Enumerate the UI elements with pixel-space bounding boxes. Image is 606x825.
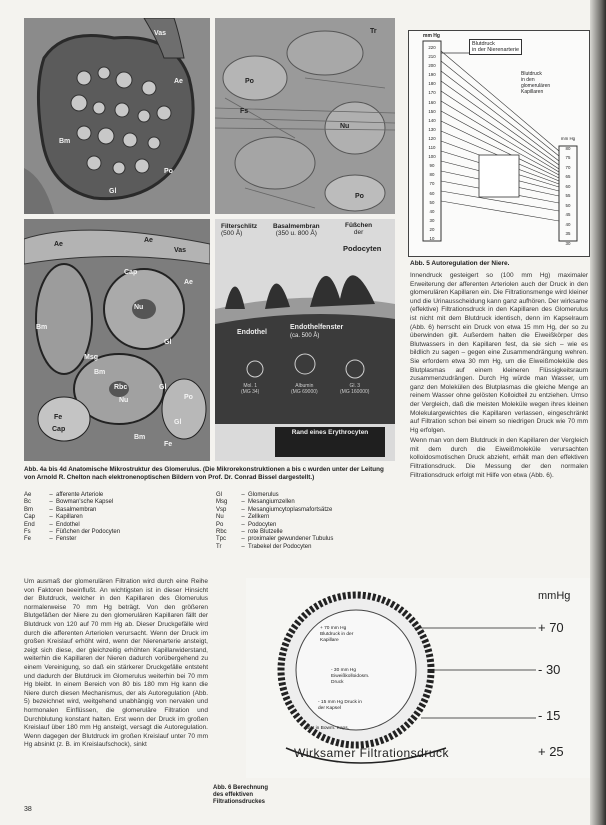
page-binding-edge <box>590 0 606 825</box>
legend-abbr: Ae <box>24 492 32 498</box>
label-c-18: Fe <box>164 441 173 448</box>
right-paragraph-2: Wenn man von dem Blutdruck in den Kapillaren der Vergleich mit dem durch die Eiweißmoleküle verursachten kolloidosmotischen Druck abzieht, erhält man den effektiven Filtrationsdruck. Die Messung der den normalen Filtrationsdruck erfolgt mit Hilfe von etwa (Abb. 6). <box>410 437 588 479</box>
legend-row <box>24 522 214 529</box>
scale-tick-label: 80 <box>429 172 435 178</box>
legend-abbr: Bc <box>24 499 32 506</box>
label-c-11: Nu <box>119 397 129 404</box>
legend-text: Endothel <box>56 521 80 528</box>
scale-tick-label: 80 <box>565 145 571 151</box>
legend-abbr: Nu <box>216 514 224 521</box>
legend-row <box>24 529 214 536</box>
scale-tick-label: 35 <box>565 231 571 236</box>
erythrocyte-edge-label: Rand eines Erythrocyten <box>291 429 369 436</box>
label-fs: Fs <box>240 108 249 115</box>
legend-row <box>216 499 396 506</box>
legend-abbr: Gl <box>216 492 222 498</box>
endothelfenster-size: (ca. 500 Å) <box>290 333 320 339</box>
figure-5-caption: Abb. 5 Autoregulation der Niere. <box>410 260 510 267</box>
scale-tick-label: 55 <box>565 193 571 198</box>
fig5-top-label-1: Blutdruck <box>472 41 495 47</box>
figure-6-caption: Abb. 6 Berechnung des effektiven Filtrationsdruckes <box>213 785 269 806</box>
legend-text: Kapillaren <box>56 514 83 521</box>
legend-text: Füßchen der Podocyten <box>56 529 121 536</box>
legend-dash: – <box>49 499 53 506</box>
scale-tick-label: 70 <box>565 164 571 170</box>
fuesschen-label: Füßchen <box>345 222 373 229</box>
figure-4b-micrograph <box>215 18 395 214</box>
fig6-result-label: Wirksamer Filtrationsdruck <box>294 746 450 760</box>
fig6-result-value: + 25 <box>538 744 564 759</box>
fig6-inner-3: - 30 mm Hg <box>331 668 357 673</box>
label-po-c: Po <box>355 193 364 200</box>
scale-tick-label: 90 <box>429 163 435 169</box>
label-c-9: Bm <box>94 369 106 376</box>
podocyten-label: Podocyten <box>343 244 382 253</box>
legend-abbr: Tr <box>216 543 222 550</box>
legend-dash: – <box>49 506 53 513</box>
figure-4-caption: Abb. 4a bis 4d Anatomische Mikrostruktur des Glomerulus. (Die Mikrorekonstruktionen a bis c wurden unter der Leitung von Arnold R. Chelton nach elektronenoptischen Bildern von Prof. Dr. Conrad Bissel dargestellt.) <box>24 466 384 481</box>
scale-tick-label: 170 <box>428 90 436 96</box>
scale-tick-label: 100 <box>428 154 436 160</box>
mol-1-value: (MG 34) <box>241 389 260 395</box>
scale-tick-label: 200 <box>428 63 436 69</box>
basalmembran-label: Basalmembran <box>273 223 320 230</box>
scale-tick-label: 30 <box>429 217 435 223</box>
legend-abbr: Fe <box>24 536 32 543</box>
page-number: 38 <box>24 806 32 813</box>
legend-abbr: Fs <box>24 529 31 536</box>
scale-tick-label: 130 <box>428 126 436 132</box>
label-bm: Bm <box>59 138 71 145</box>
legend-dash: – <box>49 521 53 528</box>
fig6-unit: mmHg <box>538 590 571 602</box>
scale-tick-label: 40 <box>429 208 435 214</box>
label-c-13: Po <box>184 394 193 401</box>
scale-tick-label: 110 <box>428 145 436 151</box>
figure-4a-micrograph <box>24 18 210 214</box>
fig6-inner-6: - 15 mm Hg Druck in <box>318 700 362 705</box>
legend-text: proximaler gewundener Tubulus <box>248 536 334 543</box>
legend-abbr: Cap <box>24 514 36 521</box>
legend-text: Fenster <box>56 536 77 543</box>
label-c-2: Cap <box>124 269 138 276</box>
legend-row <box>216 544 396 551</box>
scale-tick-label: 150 <box>428 108 436 114</box>
endothel-label: Endothel <box>237 329 267 336</box>
legend-dash: – <box>241 514 245 521</box>
legend-row <box>216 536 396 543</box>
legend-dash: – <box>241 536 245 543</box>
mol-1-label: Mol. 1 <box>243 383 257 389</box>
legend-dash: – <box>49 492 53 498</box>
fig5-top-label-2: in der Nierenarterie <box>472 47 520 53</box>
legend-row <box>216 507 396 514</box>
legend-dash: – <box>241 499 245 506</box>
fig5-unit-left: mm Hg <box>423 33 440 39</box>
left-column-text: Um ausmaß der glomerulären Filtration wird durch eine Reihe von Faktoren beeinflußt. An wichtigsten ist in dieser Hinsicht der Blutdruck, welcher in den Kapillaren des Glomerulus normalerweise 70 mm Hg beträgt. Von den größeren Blutgefäßen der Niere zu den glomerulären Kapillaren fällt der Blutdruck von 120 auf 70 mm Hg ab. Dieser Druckgefälle wird durch die afferenten Arteriolen verursacht. Wenn der Druck im großen Kreislauf erhöht wird, wenn der Nierenarterie ansteigt, zeigt sich diese, der gleichzeitig erhöhten Kapillarwiderstand, weiterhin die Kapillaren der Nieren dadurch vorübergehend zu einem Vereinigung, so daß ein stärkerer Druckgefälle entsteht und dadurch der Blutdruck im Glomerulus weiterhin bei 70 mm Hg bleibt. In einem Bereich von 80 bis 180 mm Hg kann die Niere durch diesen Mechanismus, der als Autoregulation (Abb. 5) bezeichnet wird, weitgehend unabhängig von nervalen und hormonalen Einflüssen, die glomeruläre Filtration und Durchblutung konstant halten. Erst wenn der Druck im großen Kreislauf über 180 mm Hg ansteigt, versagt die Autoregulation. Wenn dagegen der Blutdruck im großen Kreislauf unter 70 mm Hg absinkt (z. B. im Kreislaufschock), sinkt <box>24 578 208 749</box>
label-c-7: Gl <box>164 339 172 346</box>
legend-text: Glomerulus <box>248 492 279 498</box>
figure-6-filtration-diagram <box>246 578 591 778</box>
legend-text: Mesangiumzellen <box>248 499 295 506</box>
legend-abbr: Bm <box>24 506 33 513</box>
scale-tick-label: 60 <box>429 190 435 196</box>
fig6-inner-1: Blutdruck in der <box>320 632 354 637</box>
label-c-16: Cap <box>52 426 66 433</box>
legend-text: Podocyten <box>248 521 277 528</box>
scale-tick-label: 50 <box>429 199 435 205</box>
glomerulus-cutaway-illustration <box>24 219 210 461</box>
scale-tick-label: mm Hg <box>560 136 576 141</box>
legend-abbr: Po <box>216 521 224 528</box>
label-po-b: Po <box>245 78 254 85</box>
figure-4c-micrograph <box>24 219 210 461</box>
label-ae: Ae <box>174 78 183 85</box>
legend-abbr: Msg <box>216 499 228 506</box>
scale-tick-label: 20 <box>429 226 435 232</box>
mol-3-value: (MG 160000) <box>340 389 370 395</box>
fig6-inner-7: der Kapsel <box>318 706 341 711</box>
legend-text: Mesangiumcytoplasmafortsätze <box>248 506 333 513</box>
label-gl: Gl <box>109 188 117 195</box>
label-po: Po <box>164 168 173 175</box>
legend-row <box>216 514 396 521</box>
scale-tick-label: 10 <box>429 235 435 241</box>
legend-text: Trabekel der Podocyten <box>248 543 312 550</box>
label-c-6: Nu <box>134 304 144 311</box>
basalmembran-size: (350 u. 800 Å) <box>275 230 317 237</box>
label-c-8: Msg <box>84 354 98 361</box>
legend-row <box>216 529 396 536</box>
scale-tick-label: 75 <box>565 155 571 160</box>
scale-tick-label: 45 <box>565 212 571 217</box>
fuesschen-sub: der <box>353 229 364 236</box>
fig6-inner-8: Blut in Bowm. Kaps. <box>306 726 349 731</box>
fig6-inner-0: + 70 mm Hg <box>320 626 347 631</box>
legend-row <box>24 507 214 514</box>
filterschlitz-size: (500 Å) <box>221 230 243 237</box>
legend-dash: – <box>49 529 53 536</box>
legend-left <box>24 492 214 544</box>
legend-row <box>24 492 214 499</box>
label-vas: Vas <box>154 30 167 37</box>
filterschlitz-label: Filterschlitz <box>221 223 258 230</box>
label-tr: Tr <box>370 28 377 35</box>
fig6-inner-2: Kapillare <box>320 638 339 643</box>
glomerulus-section-illustration <box>24 18 210 214</box>
label-c-15: Fe <box>54 414 63 421</box>
scale-tick-label: 220 <box>428 45 436 50</box>
figure-5-autoregulation-chart <box>408 30 590 257</box>
scale-tick-label: 120 <box>428 135 436 141</box>
legend-text: rote Blutzelle <box>248 529 283 536</box>
fig5-box-label-0: Blutdruck <box>521 71 542 77</box>
podocyte-surface-illustration <box>215 18 395 214</box>
legend-dash: – <box>241 492 245 498</box>
endothelfenster-label: Endothelfenster <box>290 324 344 331</box>
label-c-4: Ae <box>184 279 193 286</box>
legend-abbr: Rbc <box>216 529 227 536</box>
legend-dash: – <box>49 514 53 521</box>
label-c-17: Bm <box>134 434 146 441</box>
legend-abbr: Tpc <box>216 536 227 543</box>
scale-tick-label: 160 <box>428 99 436 105</box>
scale-tick-label: 60 <box>565 183 571 189</box>
legend-text: Zellkern <box>248 514 270 521</box>
label-c-3: Vas <box>174 247 187 254</box>
fig6-inner-5: Druck <box>331 680 344 685</box>
legend-right <box>216 492 396 551</box>
legend-text: Bowman'sche Kapsel <box>56 499 114 506</box>
scale-tick-label: 140 <box>428 117 436 123</box>
filtration-barrier-illustration <box>215 219 395 461</box>
mol-2-label: Albumin <box>295 383 314 389</box>
fig6-value-3: - 15 <box>538 708 561 723</box>
right-column-text <box>410 272 588 482</box>
scale-tick-label: 210 <box>428 54 436 60</box>
scale-tick-label: 65 <box>565 174 571 179</box>
fig6-value-1: + 70 <box>538 620 564 635</box>
scale-tick-label: 190 <box>428 72 436 78</box>
fig6-value-2: - 30 <box>538 662 561 677</box>
right-paragraph-1: Innendruck gesteigert so (100 mm Hg) maximaler Erweiterung der afferenten Arteriolen auch der Druck in den glomerulären Kapillaren ein. Die Filtrationsmenge wird kleiner und die Urinausscheidung kann ganz aufhören. Der wirksame (effektive) Filtrationsdruck in den Kapillaren des Glomerulus ist nicht mit dem Blutdruck identisch, denn im Kapselraum (Abb. 6) herrscht ein Druck von etwa 15 mm Hg, der so zu überwinden gilt. Außerdem halten die Eiweißkörper des Blutwassers in den Kapillaren fest, da sie sich – wie es bildlich zu sagen – gegen eine Zusammendrängung wehren. Sie erfordern etwa 30 mm Hg, um die Eiweißmoleküle des Blutplasmas auf einem kleineren Flüssigkeitsraum zusammenzudrängen. Durch Hg würde man Wasser, um ganz den Molekülen des Blutplasmas die gleiche Menge an reinem Wasser ohne gelösten Kolloidteil zu entziehen. Umso der Vergleich, daß die meisten Moleküle wegen ihres kleinen Molekulargewichtes die Kapillaren verlassen, eingeschränkt auf Filtration schon bei einem so niedrigen Druck wie 70 mm Hg erfolgen. <box>410 272 588 434</box>
fig5-box-label-2: glomerulären <box>521 83 551 89</box>
label-c-10: Rbc <box>114 384 128 391</box>
fig5-box-label-1: in den <box>521 77 535 83</box>
fig5-left-scale <box>424 43 440 243</box>
scale-tick-label: 180 <box>428 81 436 87</box>
scale-tick-label: 40 <box>565 221 571 227</box>
legend-text: afferente Arteriole <box>56 492 104 498</box>
fig6-inner-4: Eiweißkolloidosm. <box>331 674 370 679</box>
mol-3-label: Gl. 3 <box>349 383 361 389</box>
legend-row <box>24 536 214 543</box>
legend-abbr: Vsp <box>216 506 227 513</box>
figure-4d-filter-diagram <box>215 219 395 461</box>
legend-dash: – <box>241 521 245 528</box>
legend-row <box>24 499 214 506</box>
label-c-0: Ae <box>54 241 63 248</box>
legend-dash: – <box>241 543 245 550</box>
legend-row <box>24 514 214 521</box>
legend-dash: – <box>241 529 245 536</box>
legend-text: Basalmembran <box>56 506 97 513</box>
label-nu: Nu <box>340 123 350 130</box>
label-c-1: Ae <box>144 237 153 244</box>
scale-tick-label: 70 <box>429 181 435 187</box>
legend-row <box>216 492 396 499</box>
legend-dash: – <box>49 536 53 543</box>
fig5-right-scale <box>560 134 576 248</box>
label-c-14: Gl <box>174 419 182 426</box>
fig5-box-label-3: Kapillaren <box>521 89 544 95</box>
scale-tick-label: 50 <box>565 202 571 208</box>
legend-dash: – <box>241 506 245 513</box>
mol-2-value: (MG 69000) <box>291 389 318 395</box>
legend-row <box>216 522 396 529</box>
legend-abbr: End <box>24 521 35 528</box>
label-c-12: Gl <box>159 384 167 391</box>
scale-tick-label: 30 <box>565 240 571 246</box>
label-c-5: Bm <box>36 324 48 331</box>
